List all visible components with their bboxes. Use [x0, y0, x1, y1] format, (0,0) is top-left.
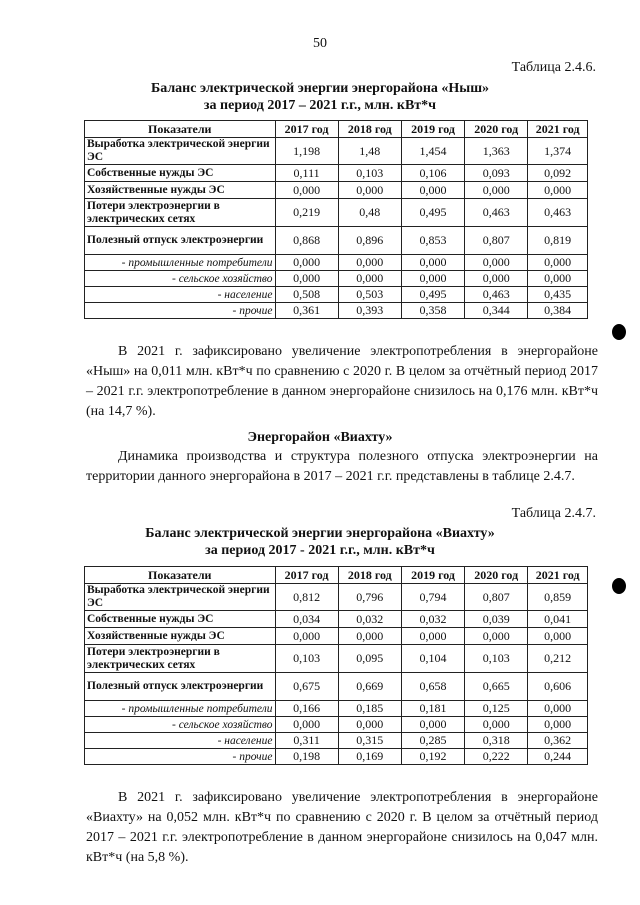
cell-value: 1,454 [401, 138, 464, 165]
row-label: - население [85, 287, 276, 303]
cell-value: 0,219 [275, 199, 338, 227]
cell-value: 0,669 [338, 673, 401, 701]
cell-value: 0,463 [528, 199, 588, 227]
row-label: Хозяйственные нужды ЭС [85, 182, 276, 199]
cell-value: 0,807 [465, 584, 528, 611]
row-label: Собственные нужды ЭС [85, 165, 276, 182]
cell-value: 1,198 [275, 138, 338, 165]
cell-value: 0,039 [465, 611, 528, 628]
cell-value: 0,495 [401, 199, 464, 227]
cell-value: 0,495 [401, 287, 464, 303]
row-label: Полезный отпуск электроэнергии [85, 673, 276, 701]
cell-value: 0,796 [338, 584, 401, 611]
cell-value: 0,463 [465, 199, 528, 227]
cell-value: 0,000 [528, 271, 588, 287]
row-label: - промышленные потребители [85, 255, 276, 271]
header-year: 2021 год [528, 567, 588, 584]
header-year: 2020 год [465, 567, 528, 584]
table1-title [40, 80, 600, 114]
header-year: 2021 год [528, 121, 588, 138]
cell-value: 0,311 [275, 733, 338, 749]
row-label: Потери электроэнергии в электрических сетях [85, 199, 276, 227]
cell-value: 0,000 [275, 717, 338, 733]
table-row [85, 717, 588, 733]
cell-value: 0,807 [465, 227, 528, 255]
cell-value: 0,000 [401, 182, 464, 199]
cell-value: 0,103 [465, 645, 528, 673]
paragraph-2-text: Динамика производства и структура полезного отпуска электроэнергии на территории данного энергорайона в 2017 – 2021 г.г. представлены в таблице 2.4.7. [86, 449, 598, 484]
cell-value: 0,111 [275, 165, 338, 182]
row-label: Хозяйственные нужды ЭС [85, 628, 276, 645]
cell-value: 0,853 [401, 227, 464, 255]
table1-title-line2: за период 2017 – 2021 г.г., млн. кВт*ч [203, 98, 437, 113]
row-label: Полезный отпуск электроэнергии [85, 227, 276, 255]
cell-value: 0,000 [275, 182, 338, 199]
cell-value: 0,000 [275, 255, 338, 271]
row-label: Потери электроэнергии в электрических сетях [85, 645, 276, 673]
cell-value: 1,48 [338, 138, 401, 165]
cell-value: 0,675 [275, 673, 338, 701]
cell-value: 0,000 [528, 717, 588, 733]
cell-value: 0,000 [465, 717, 528, 733]
paragraph-1-text: В 2021 г. зафиксировано увеличение электропотребления в энергорайоне «Ныш» на 0,011 млн. кВт*ч по сравнению с 2020 г. В целом за отчётный период 2017 – 2021 г.г. электропотребление в данном энергорайоне снизилось на 0,176 млн. кВт*ч (на 14,7 %). [86, 344, 598, 419]
cell-value: 0,794 [401, 584, 464, 611]
cell-value: 0,463 [465, 287, 528, 303]
cell-value: 0,868 [275, 227, 338, 255]
table-row [85, 138, 588, 165]
cell-value: 0,000 [528, 255, 588, 271]
table1-label: Таблица 2.4.6. [511, 60, 596, 75]
table-row [85, 733, 588, 749]
cell-value: 0,000 [338, 717, 401, 733]
table-row [85, 673, 588, 701]
paragraph-2 [86, 447, 598, 487]
cell-value: 0,034 [275, 611, 338, 628]
row-label: - прочие [85, 749, 276, 765]
cell-value: 1,363 [465, 138, 528, 165]
cell-value: 0,166 [275, 701, 338, 717]
cell-value: 0,000 [465, 271, 528, 287]
paragraph-3 [86, 788, 598, 868]
cell-value: 0,106 [401, 165, 464, 182]
cell-value: 0,665 [465, 673, 528, 701]
cell-value: 0,812 [275, 584, 338, 611]
cell-value: 0,000 [465, 255, 528, 271]
cell-value: 0,318 [465, 733, 528, 749]
cell-value: 0,041 [528, 611, 588, 628]
cell-value: 0,244 [528, 749, 588, 765]
row-label: - население [85, 733, 276, 749]
cell-value: 0,104 [401, 645, 464, 673]
cell-value: 0,093 [465, 165, 528, 182]
paragraph-1 [86, 342, 598, 422]
table-row [85, 611, 588, 628]
cell-value: 0,185 [338, 701, 401, 717]
table-row [85, 584, 588, 611]
cell-value: 0,859 [528, 584, 588, 611]
header-year: 2019 год [401, 567, 464, 584]
table-row [85, 271, 588, 287]
cell-value: 0,000 [338, 182, 401, 199]
cell-value: 0,896 [338, 227, 401, 255]
table-row [85, 303, 588, 319]
row-label: Выработка электрической энергии ЭС [85, 138, 276, 165]
cell-value: 0,000 [338, 628, 401, 645]
table-header-row [85, 567, 588, 584]
page-number: 50 [313, 36, 327, 51]
header-year: 2020 год [465, 121, 528, 138]
cell-value: 0,362 [528, 733, 588, 749]
cell-value: 0,000 [401, 717, 464, 733]
scan-mark-dot [612, 578, 626, 594]
cell-value: 1,374 [528, 138, 588, 165]
cell-value: 0,508 [275, 287, 338, 303]
row-label: Собственные нужды ЭС [85, 611, 276, 628]
section-heading: Энергорайон «Виахту» [247, 430, 393, 445]
cell-value: 0,192 [401, 749, 464, 765]
cell-value: 0,285 [401, 733, 464, 749]
cell-value: 0,032 [401, 611, 464, 628]
table-row [85, 645, 588, 673]
cell-value: 0,095 [338, 645, 401, 673]
table-row [85, 165, 588, 182]
table2-title-line1: Баланс электрической энергии энергорайона «Виахту» [145, 526, 495, 541]
cell-value: 0,181 [401, 701, 464, 717]
table2-title-line2: за период 2017 - 2021 г.г., млн. кВт*ч [205, 543, 435, 558]
table1-title-line1: Баланс электрической энергии энергорайона «Ныш» [150, 81, 490, 96]
table1 [84, 120, 588, 319]
paragraph-3-text: В 2021 г. зафиксировано увеличение электропотребления в энергорайоне «Виахту» на 0,052 млн. кВт*ч по сравнению с 2020 г. В целом за отчётный период 2017 – 2021 г.г. электропотребление в данном энергорайоне снизилось на 0,047 млн. кВт*ч (на 5,8 %). [86, 790, 598, 865]
table-row [85, 227, 588, 255]
table-row [85, 287, 588, 303]
cell-value: 0,000 [465, 628, 528, 645]
cell-value: 0,48 [338, 199, 401, 227]
header-year: 2019 год [401, 121, 464, 138]
cell-value: 0,198 [275, 749, 338, 765]
cell-value: 0,315 [338, 733, 401, 749]
cell-value: 0,000 [275, 271, 338, 287]
cell-value: 0,606 [528, 673, 588, 701]
cell-value: 0,169 [338, 749, 401, 765]
cell-value: 0,000 [401, 628, 464, 645]
table2-title [40, 525, 600, 559]
cell-value: 0,032 [338, 611, 401, 628]
header-year: 2018 год [338, 121, 401, 138]
row-label: - сельское хозяйство [85, 717, 276, 733]
cell-value: 0,000 [465, 182, 528, 199]
cell-value: 0,393 [338, 303, 401, 319]
cell-value: 0,000 [401, 255, 464, 271]
row-label: Выработка электрической энергии ЭС [85, 584, 276, 611]
cell-value: 0,384 [528, 303, 588, 319]
cell-value: 0,000 [528, 182, 588, 199]
cell-value: 0,000 [275, 628, 338, 645]
cell-value: 0,658 [401, 673, 464, 701]
table-row [85, 199, 588, 227]
header-year: 2017 год [275, 121, 338, 138]
scan-mark-dot [612, 324, 626, 340]
header-indicator: Показатели [85, 121, 276, 138]
cell-value: 0,092 [528, 165, 588, 182]
cell-value: 0,000 [401, 271, 464, 287]
cell-value: 0,212 [528, 645, 588, 673]
table2-label: Таблица 2.4.7. [511, 506, 596, 521]
cell-value: 0,344 [465, 303, 528, 319]
cell-value: 0,103 [275, 645, 338, 673]
cell-value: 0,000 [528, 628, 588, 645]
table-row [85, 749, 588, 765]
table-header-row [85, 121, 588, 138]
cell-value: 0,503 [338, 287, 401, 303]
table2 [84, 566, 588, 765]
cell-value: 0,222 [465, 749, 528, 765]
cell-value: 0,103 [338, 165, 401, 182]
row-label: - промышленные потребители [85, 701, 276, 717]
table-row [85, 701, 588, 717]
cell-value: 0,000 [338, 255, 401, 271]
row-label: - сельское хозяйство [85, 271, 276, 287]
cell-value: 0,361 [275, 303, 338, 319]
table-row [85, 182, 588, 199]
cell-value: 0,819 [528, 227, 588, 255]
header-year: 2017 год [275, 567, 338, 584]
cell-value: 0,125 [465, 701, 528, 717]
table-row [85, 628, 588, 645]
cell-value: 0,358 [401, 303, 464, 319]
cell-value: 0,435 [528, 287, 588, 303]
cell-value: 0,000 [528, 701, 588, 717]
cell-value: 0,000 [338, 271, 401, 287]
header-indicator: Показатели [85, 567, 276, 584]
header-year: 2018 год [338, 567, 401, 584]
row-label: - прочие [85, 303, 276, 319]
table-row [85, 255, 588, 271]
